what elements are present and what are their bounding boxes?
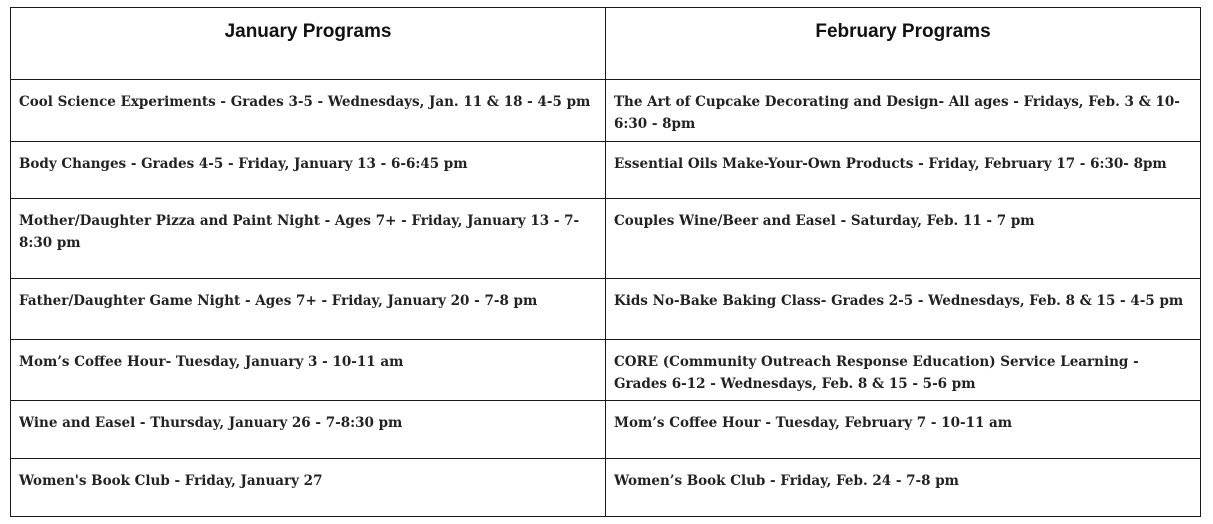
table-row (11, 142, 1201, 199)
january-program-cell (11, 80, 606, 142)
table-row (11, 279, 1201, 340)
header-row (11, 8, 1201, 80)
table-row (11, 80, 1201, 142)
program-text: The Art of Cupcake Decorating and Design- All ages - Fridays, Feb. 3 & 10- 6:30 - 8pm (614, 94, 1180, 132)
january-program-cell (11, 142, 606, 199)
table-row (11, 199, 1201, 279)
january-program-cell (11, 401, 606, 459)
february-program-cell (606, 340, 1201, 401)
february-program-cell (606, 199, 1201, 279)
february-program-cell (606, 80, 1201, 142)
february-program-cell (606, 142, 1201, 199)
program-text: Wine and Easel - Thursday, January 26 - 7-8:30 pm (19, 415, 403, 431)
program-text: Couples Wine/Beer and Easel - Saturday, Feb. 11 - 7 pm (614, 213, 1035, 229)
program-text: CORE (Community Outreach Response Education) Service Learning - Grades 6-12 - Wednesdays, Feb. 8 & 15 - 5-6 pm (614, 354, 1139, 392)
february-program-cell (606, 279, 1201, 340)
program-text: Kids No-Bake Baking Class- Grades 2-5 - Wednesdays, Feb. 8 & 15 - 4-5 pm (614, 293, 1184, 309)
january-program-cell (11, 279, 606, 340)
table-row (11, 401, 1201, 459)
program-text: Mother/Daughter Pizza and Paint Night - Ages 7+ - Friday, January 13 - 7-8:30 pm (19, 213, 580, 251)
program-text: Women’s Book Club - Friday, Feb. 24 - 7-8 pm (614, 473, 959, 489)
table-row (11, 459, 1201, 517)
february-program-cell (606, 401, 1201, 459)
program-text: Body Changes - Grades 4-5 - Friday, January 13 - 6-6:45 pm (19, 156, 468, 172)
january-program-cell (11, 199, 606, 279)
program-text: Father/Daughter Game Night - Ages 7+ - Friday, January 20 - 7-8 pm (19, 293, 538, 309)
programs-table (10, 7, 1201, 517)
table-row (11, 340, 1201, 401)
february-program-cell (606, 459, 1201, 517)
program-text: Mom’s Coffee Hour - Tuesday, February 7 - 10-11 am (614, 415, 1013, 431)
program-text: Women's Book Club - Friday, January 27 (19, 473, 323, 489)
february-programs-header: February Programs (606, 8, 1201, 80)
january-program-cell (11, 459, 606, 517)
program-text: Mom’s Coffee Hour- Tuesday, January 3 - 10-11 am (19, 354, 404, 370)
january-program-cell (11, 340, 606, 401)
program-text: Cool Science Experiments - Grades 3-5 - Wednesdays, Jan. 11 & 18 - 4-5 pm (19, 94, 591, 110)
program-text: Essential Oils Make-Your-Own Products - Friday, February 17 - 6:30- 8pm (614, 156, 1167, 172)
january-programs-header: January Programs (11, 8, 606, 80)
